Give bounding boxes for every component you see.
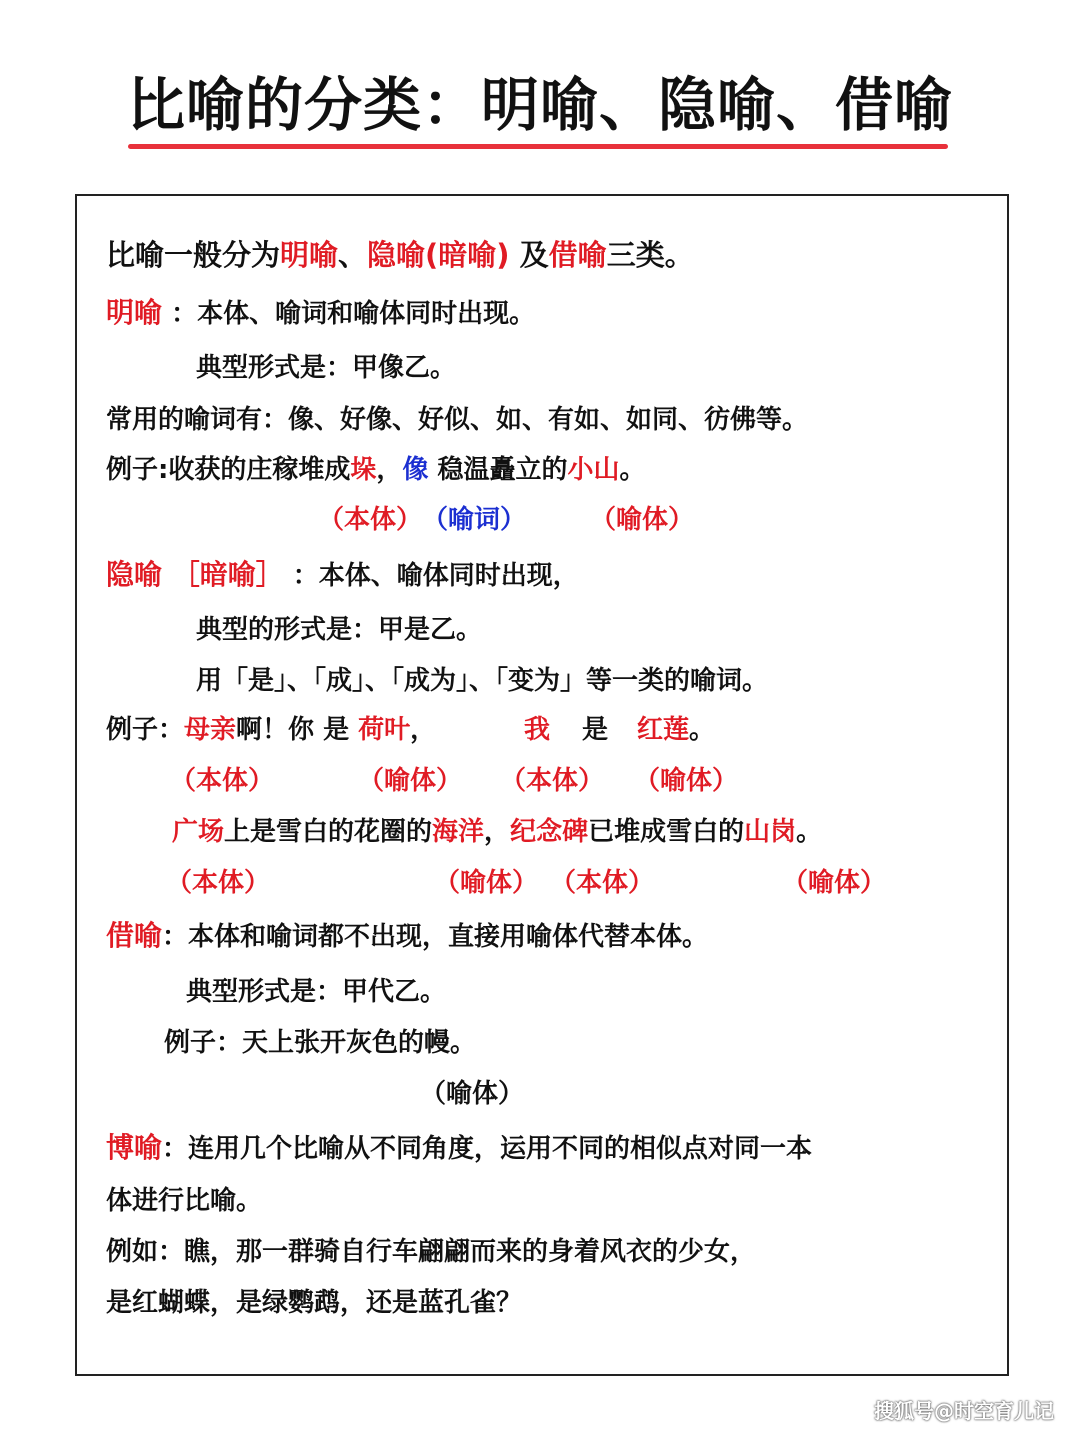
annot-benti: （本体） <box>500 766 605 796</box>
annot-yuci: （喻词） <box>422 505 527 535</box>
mingyu-words: 常用的喻词有：像、好像、好似、如、有如、如同、彷佛等。 <box>106 405 809 435</box>
example-text: 已堆成雪白的 <box>588 817 745 847</box>
example-text: ， <box>484 817 511 847</box>
example-text: 。 <box>619 455 646 485</box>
example-benti: 垛 <box>350 455 377 485</box>
jieyu-form: 典型形式是：甲代乙。 <box>186 977 447 1007</box>
example-benti: 广场 <box>172 817 225 847</box>
jieyu-example: 例子：天上张开灰色的幔。 <box>164 1028 477 1058</box>
intro-yinyu: 隐喻(暗喻) <box>367 238 510 272</box>
example-text: 。 <box>689 715 716 745</box>
example-text: 啊！你 是 <box>236 715 359 745</box>
yinyu-heading <box>106 557 579 594</box>
annot-yuti: （喻体） <box>590 505 695 535</box>
title-underline <box>128 144 948 149</box>
example-yuti: 小山 <box>567 455 620 485</box>
intro-jieyu: 借喻 <box>548 238 607 272</box>
intro-sep: 、 <box>338 238 368 272</box>
boyu-definition: ：连用几个比喻从不同角度，运用不同的相似点对同一本 <box>162 1134 813 1164</box>
annot-benti: （本体） <box>166 868 271 898</box>
annot-benti: （本体） <box>550 868 655 898</box>
example-benti: 母亲 <box>184 715 237 745</box>
yinyu-words: 用「是」、「成」、「成为」、「变为」等一类的喻词。 <box>196 666 769 696</box>
intro-and: 及 <box>509 238 549 272</box>
boyu-heading <box>106 1130 812 1167</box>
example-text: 稳温矗立的 <box>428 455 568 485</box>
yinyu-form: 典型的形式是：甲是乙。 <box>196 615 483 645</box>
example-yuti: 荷叶 <box>358 715 411 745</box>
example-text: 例子： <box>106 715 185 745</box>
boyu-example-1: 例如：瞧，那一群骑自行车翩翩而来的身着风衣的少女， <box>106 1237 757 1267</box>
jieyu-label: 借喻 <box>106 919 163 952</box>
example-text: ， <box>376 455 403 485</box>
yinyu-definition: ：本体、喻体同时出现， <box>283 561 579 591</box>
boyu-label: 博喻 <box>106 1131 163 1164</box>
jieyu-definition: ：本体和喻词都不出现，直接用喻体代替本体。 <box>162 922 709 952</box>
annot-yuti: （喻体） <box>434 868 539 898</box>
example-yuti: 红莲 <box>637 715 690 745</box>
annot-yuti: （喻体） <box>782 868 887 898</box>
page-title: 比喻的分类：明喻、隐喻、借喻 <box>126 71 953 139</box>
intro-end: 三类。 <box>606 238 694 272</box>
example-text: 是 <box>582 715 609 745</box>
mingyu-example <box>106 452 646 488</box>
mingyu-form: 典型形式是：甲像乙。 <box>196 353 457 383</box>
example-benti: 我 <box>524 715 551 745</box>
example-benti: 纪念碑 <box>510 817 589 847</box>
intro-line <box>106 237 694 273</box>
boyu-example-2: 是红蝴蝶，是绿鹦鹉，还是蓝孔雀？ <box>106 1288 523 1318</box>
yinyu-example-1 <box>106 712 436 748</box>
boyu-definition-cont: 体进行比喻。 <box>106 1186 263 1216</box>
watermark: 搜狐号@时空育儿记 <box>874 1399 1054 1423</box>
intro-mingyu: 明喻 <box>280 238 339 272</box>
yinyu-example-2 <box>172 814 822 850</box>
example-text: ， <box>410 715 437 745</box>
annot-benti: （本体） <box>318 505 423 535</box>
example-tail <box>637 712 715 748</box>
mingyu-label: 明喻 <box>106 296 163 329</box>
example-text: 上是雪白的花圈的 <box>224 817 433 847</box>
example-text: 。 <box>796 817 823 847</box>
example-text: 例子:收获的庄稼堆成 <box>106 455 351 485</box>
annot-yuti: （喻体） <box>634 766 739 796</box>
mingyu-heading <box>106 295 535 332</box>
mingyu-definition: ：本体、喻词和喻体同时出现。 <box>162 299 536 329</box>
example-yuti: 海洋 <box>432 817 485 847</box>
example-yuti: 山岗 <box>744 817 797 847</box>
jieyu-heading <box>106 918 708 955</box>
example-yuci: 像 <box>402 455 429 485</box>
annot-yuti: （喻体） <box>420 1079 525 1109</box>
intro-text: 比喻一般分为 <box>106 238 281 272</box>
yinyu-label: 隐喻 ［暗喻］ <box>106 558 284 591</box>
annot-benti: （本体） <box>170 766 275 796</box>
annot-yuti: （喻体） <box>358 766 463 796</box>
